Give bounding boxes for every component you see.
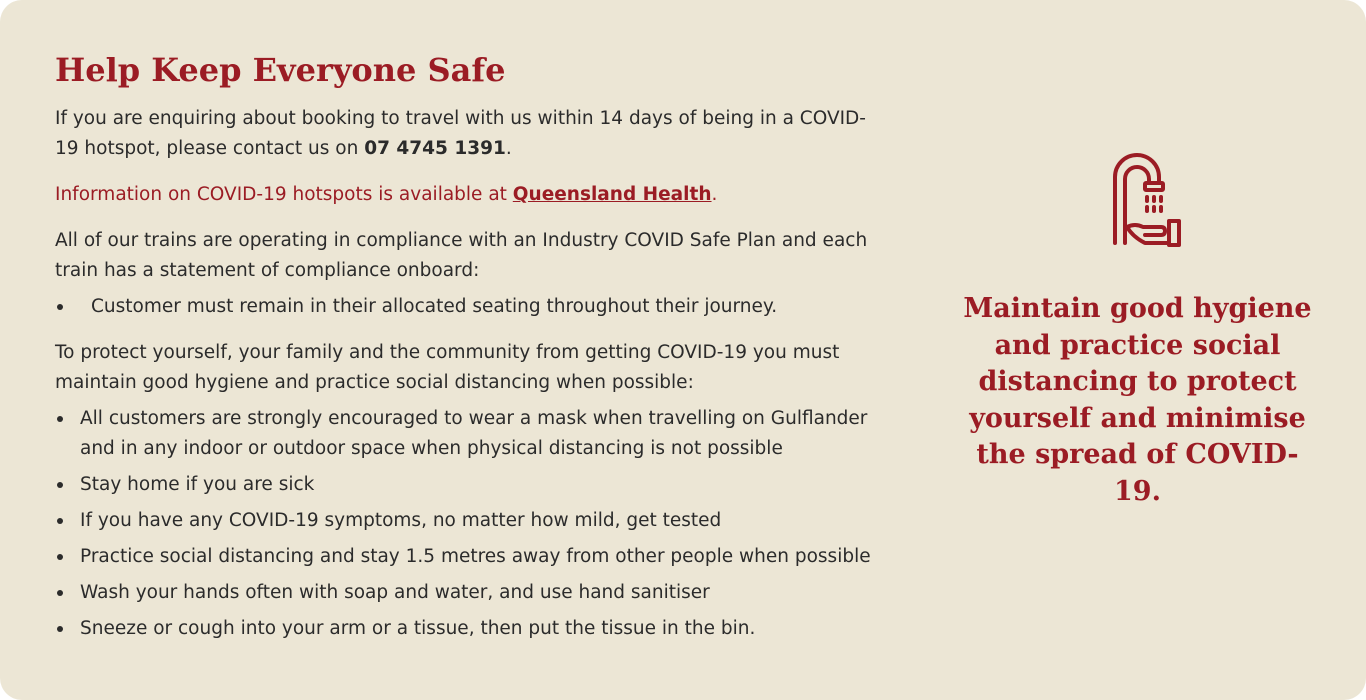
hand-washing-icon	[1083, 145, 1193, 255]
hygiene-list	[55, 404, 885, 644]
list-item: If you have any COVID-19 symptoms, no matter how mild, get tested	[55, 506, 885, 536]
booking-enquiry-end: .	[505, 138, 512, 159]
page-title: Help Keep Everyone Safe	[55, 51, 506, 89]
queensland-health-link[interactable]: Queensland Health	[512, 184, 712, 205]
booking-enquiry-text: If you are enquiring about booking to travel with us within 14 days of being in a COVID-19 hotspot, please contact us on	[55, 108, 866, 159]
booking-enquiry-paragraph	[55, 104, 885, 164]
compliance-list	[55, 292, 885, 322]
list-item: Stay home if you are sick	[55, 470, 885, 500]
list-item: All customers are strongly encouraged to wear a mask when travelling on Gulflander and in any indoor or outdoor space when physical distancing is not possible	[55, 404, 885, 464]
contact-phone-number: 07 4745 1391	[364, 138, 506, 159]
list-item: Customer must remain in their allocated seating throughout their journey.	[55, 292, 885, 322]
protect-yourself-paragraph: To protect yourself, your family and the community from getting COVID-19 you must maintain good hygiene and practice social distancing when possible:	[55, 342, 840, 393]
hotspot-info-end: .	[711, 184, 718, 205]
hygiene-callout	[960, 145, 1315, 510]
list-item: Practice social distancing and stay 1.5 metres away from other people when possible	[55, 542, 885, 572]
hygiene-slogan: Maintain good hygiene and practice social distancing to protect yourself and minimise the spread of COVID-19.	[963, 293, 1312, 507]
hotspot-info-paragraph	[55, 180, 885, 210]
list-item: Wash your hands often with soap and water, and use hand sanitiser	[55, 578, 885, 608]
hotspot-info-text: Information on COVID-19 hotspots is available at	[55, 184, 513, 205]
list-item: Sneeze or cough into your arm or a tissue, then put the tissue in the bin.	[55, 614, 885, 644]
safety-info-column	[55, 50, 885, 660]
trains-compliance-paragraph: All of our trains are operating in compliance with an Industry COVID Safe Plan and each train has a statement of compliance onboard:	[55, 230, 868, 281]
